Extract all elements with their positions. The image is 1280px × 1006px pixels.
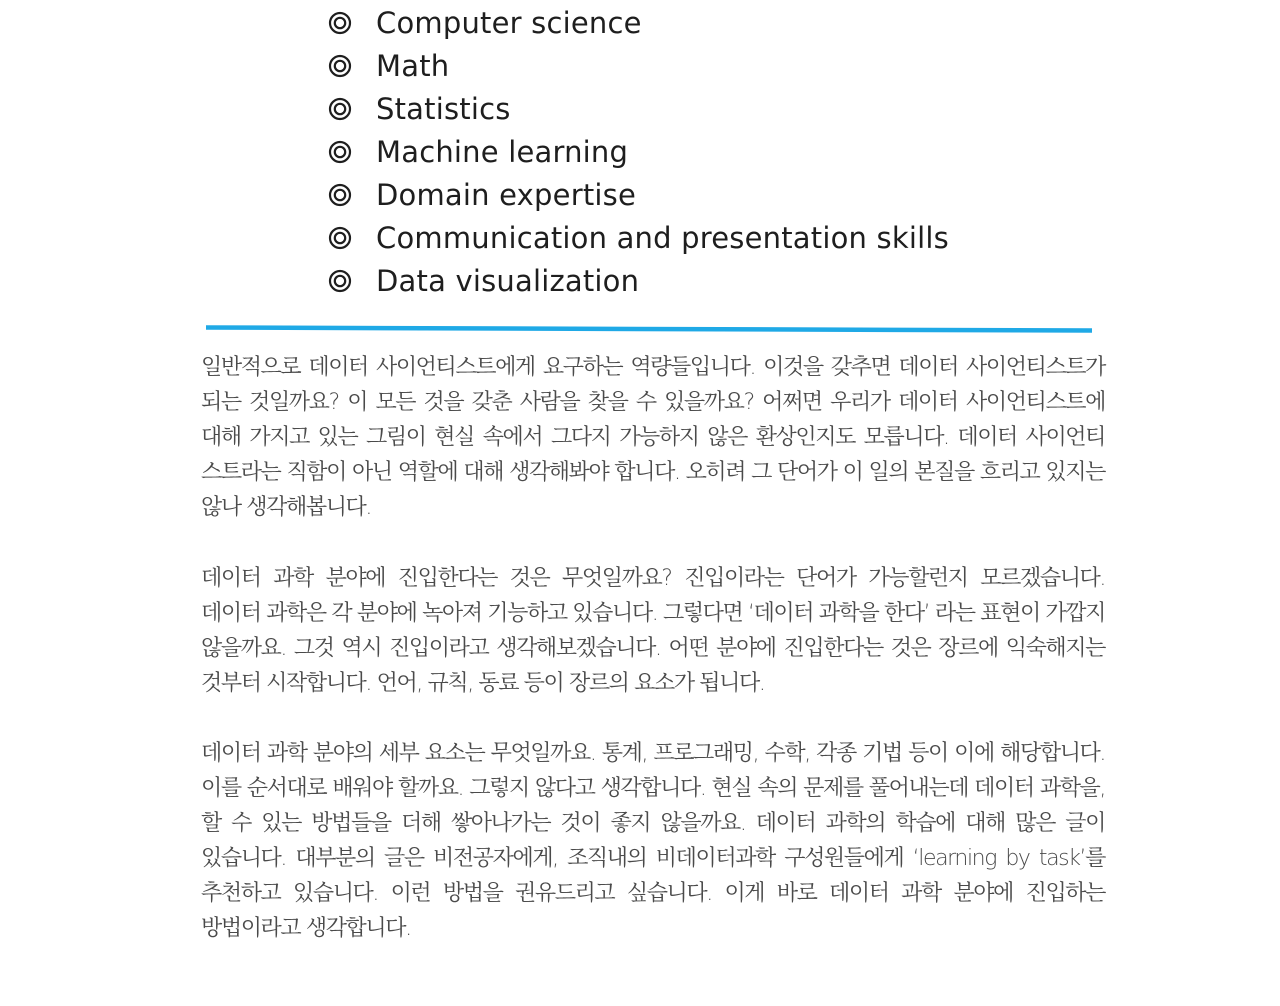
- divider-line: [206, 328, 1092, 331]
- body-paragraph: 일반적으로 데이터 사이언티스트에게 요구하는 역량들입니다. 이것을 갖추면 데이터 사이언티스트가 되는 것일까요? 이 모든 것을 갖춘 사람을 찾을 수 있을까요? 어쩌면 우리가 데이터 사이언티스트에 대해 가지고 있는 그림이 현실 속에서 그다지 가능하지 않은 환상인지도 모릅니다. 데이터 사이언티 스트라는 직함이 아닌 역할에 대해 생각해봐야 합니다. 오히려 그 단어가 이 일의 본질을 흐리고 있지는 않나 생각해봅니다.: [201, 355, 1105, 520]
- double-circle-icon: [326, 94, 354, 124]
- list-item: [326, 173, 949, 216]
- skill-label: Statistics: [376, 91, 511, 126]
- skill-label: Data visualization: [376, 263, 640, 298]
- double-circle-icon: [326, 180, 354, 210]
- double-circle-icon: [326, 51, 354, 81]
- list-item: [326, 87, 949, 130]
- list-item: [326, 130, 949, 173]
- double-circle-icon: [326, 8, 354, 38]
- section-divider: [206, 325, 1092, 333]
- list-item: [326, 44, 949, 87]
- list-item: [326, 259, 949, 302]
- list-item: [326, 1, 949, 44]
- double-circle-icon: [326, 137, 354, 167]
- skill-label: Communication and presentation skills: [376, 220, 949, 255]
- double-circle-icon: [326, 223, 354, 253]
- body-paragraph: 데이터 과학 분야의 세부 요소는 무엇일까요. 통계, 프로그래밍, 수학, 각종 기법 등이 이에 해당합니다. 이를 순서대로 배워야 할까요. 그렇지 않다고 생각합니다. 현실 속의 문제를 풀어내는데 데이터 과학을, 할 수 있는 방법들을 더해 쌓아나가는 것이 좋지 않을까요. 데이터 과학의 학습에 대해 많은 글이 있습니다. 대부분의 글은 비전공자에게, 조직내의 비데이터과학 구성원들에게 ‘learning by task’를 추천하고 있습니다. 이런 방법을 권유드리고 싶습니다. 이게 바로 데이터 과학 분야에 진입하는 방법이라고 생각합니다.: [201, 741, 1105, 941]
- list-item: [326, 216, 949, 259]
- body-paragraph: 데이터 과학 분야에 진입한다는 것은 무엇일까요? 진입이라는 단어가 가능할런지 모르겠습니다. 데이터 과학은 각 분야에 녹아져 기능하고 있습니다. 그렇다면 ‘데이터 과학을 한다’ 라는 표현이 가깝지 않을까요. 그것 역시 진입이라고 생각해보겠습니다. 어떤 분야에 진입한다는 것은 장르에 익숙해지는 것부터 시작합니다. 언어, 규칙, 동료 등이 장르의 요소가 됩니다.: [201, 566, 1105, 696]
- double-circle-icon: [326, 266, 354, 296]
- skill-label: Domain expertise: [376, 177, 636, 212]
- skill-label: Math: [376, 48, 450, 83]
- skills-list: [326, 1, 949, 302]
- skill-label: Computer science: [376, 5, 642, 40]
- skill-label: Machine learning: [376, 134, 629, 169]
